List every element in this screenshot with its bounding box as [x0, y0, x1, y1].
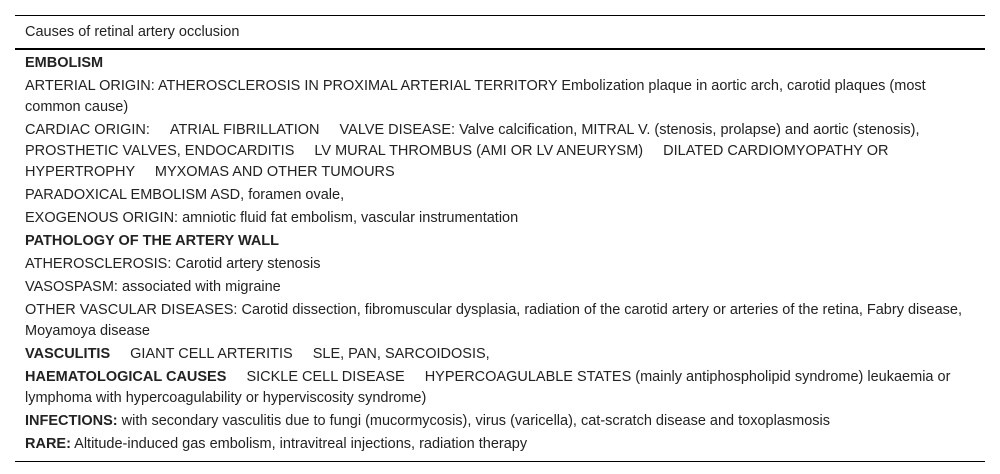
- row-text: GIANT CELL ARTERITIS: [130, 346, 293, 362]
- row-text: ATHEROSCLEROSIS: Carotid artery stenosis: [25, 256, 321, 272]
- row-text: HYPERCOAGULABLE STATES (mainly antiphospholipid syndrome) leukaemia or lymphoma with hypercoagulability or hyperviscosity syndrome): [25, 369, 951, 406]
- row-text: MYXOMAS AND OTHER TUMOURS: [154, 164, 395, 180]
- table-header: Causes of retinal artery occlusion: [25, 24, 240, 40]
- row-heading: PATHOLOGY OF THE ARTERY WALL: [25, 233, 280, 249]
- table-row: [25, 254, 975, 275]
- row-text: VASOSPASM: associated with migraine: [25, 279, 281, 295]
- row-heading: INFECTIONS:: [25, 413, 118, 429]
- table-row: [25, 53, 975, 74]
- row-text: ATRIAL FIBRILLATION: [169, 122, 320, 138]
- table-row: [25, 367, 975, 409]
- row-text: OTHER VASCULAR DISEASES: Carotid dissection, fibromuscular dysplasia, radiation of the carotid artery or arteries of the retina, Fabry disease, Moyamoya disease: [25, 302, 962, 339]
- table-row: [25, 120, 975, 183]
- row-text: SLE, PAN, SARCOIDOSIS,: [312, 346, 490, 362]
- table-row: [25, 277, 975, 298]
- row-text: VALVE DISEASE: Valve calcification, MITRAL V. (stenosis, prolapse) and aortic (stenosis), PROSTHETIC VALVES, ENDOCARDITIS: [25, 122, 920, 159]
- row-heading: RARE:: [25, 436, 71, 452]
- row-heading: HAEMATOLOGICAL CAUSES: [25, 369, 227, 385]
- table-row: [25, 344, 975, 365]
- table-row: [25, 434, 975, 455]
- table-body: [15, 50, 985, 461]
- table-row: [25, 76, 975, 118]
- row-text: EXOGENOUS ORIGIN: amniotic fluid fat embolism, vascular instrumentation: [25, 210, 519, 226]
- row-text: LV MURAL THROMBUS (AMI OR LV ANEURYSM): [314, 143, 644, 159]
- row-text: CARDIAC ORIGIN:: [25, 122, 150, 138]
- table-row: [25, 231, 975, 252]
- row-text: with secondary vasculitis due to fungi (mucormycosis), virus (varicella), cat-scratch disease and toxoplasmosis: [117, 413, 831, 429]
- table-row: [25, 185, 975, 206]
- table-row: [25, 411, 975, 432]
- causes-table: [15, 15, 985, 462]
- table-bottom-rule: [15, 461, 985, 462]
- row-text: SICKLE CELL DISEASE: [246, 369, 405, 385]
- row-text: DILATED CARDIOMYOPATHY OR HYPERTROPHY: [25, 143, 889, 180]
- row-text: Altitude-induced gas embolism, intravitreal injections, radiation therapy: [70, 436, 528, 452]
- row-text: ARTERIAL ORIGIN: ATHEROSCLEROSIS IN PROXIMAL ARTERIAL TERRITORY Embolization plaque in aortic arch, carotid plaques (most common cause): [25, 78, 926, 115]
- row-heading: VASCULITIS: [25, 346, 111, 362]
- table-row: [25, 300, 975, 342]
- table-row: [25, 208, 975, 229]
- row-heading: EMBOLISM: [25, 55, 104, 71]
- row-text: PARADOXICAL EMBOLISM ASD, foramen ovale,: [25, 187, 345, 203]
